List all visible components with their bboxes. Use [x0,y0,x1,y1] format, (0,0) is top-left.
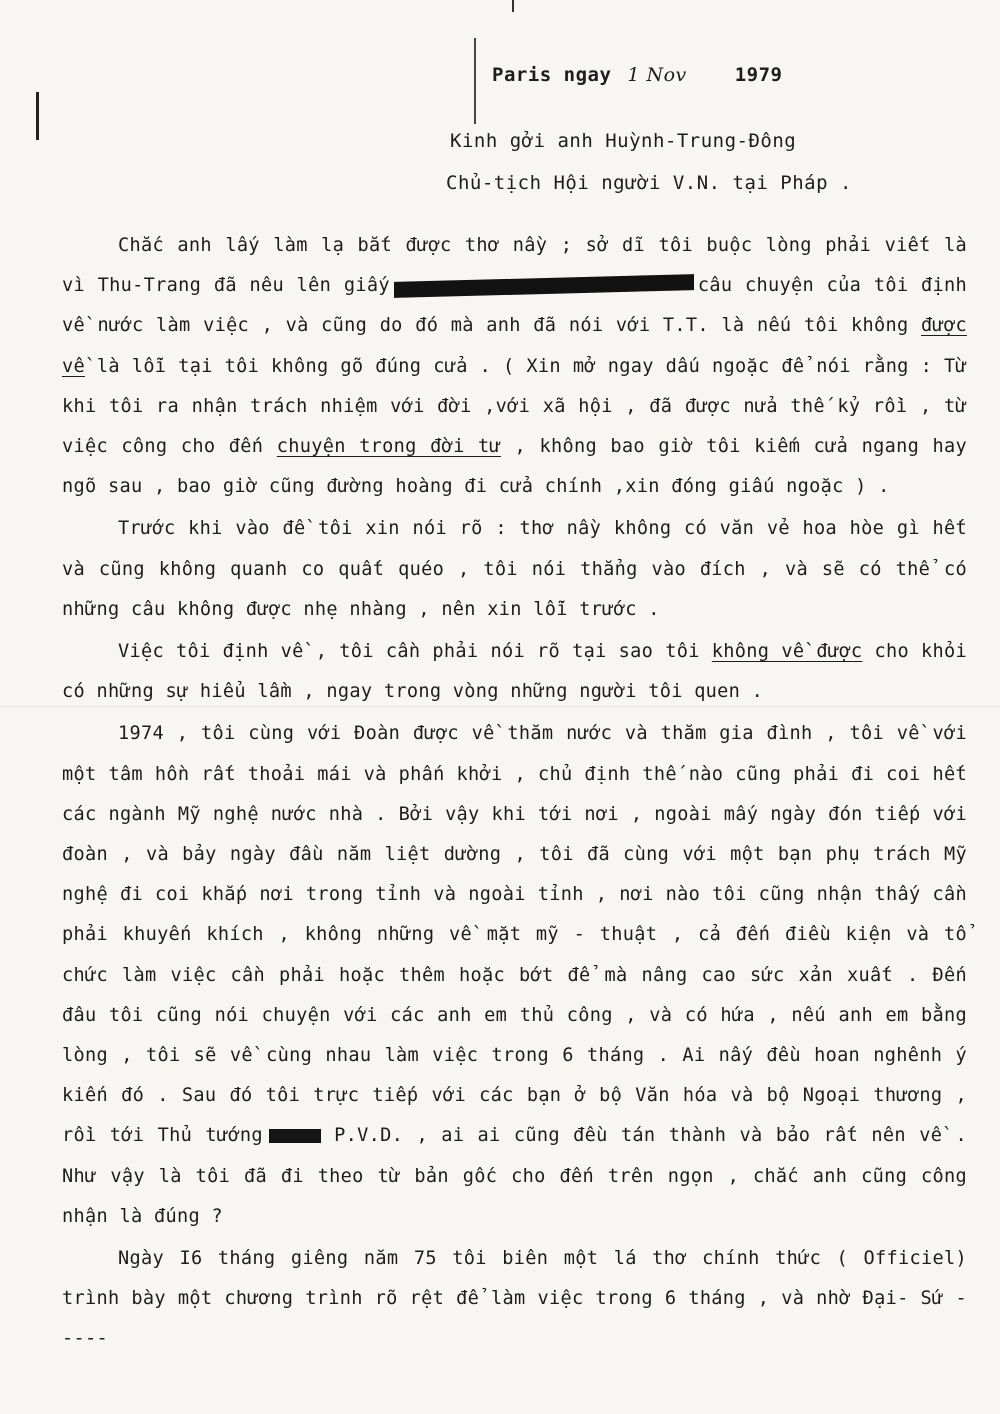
redaction-bar-small [269,1129,321,1143]
header-bracket [474,38,476,124]
date-line [492,64,783,86]
letter-body [62,226,967,1362]
date-prefix: Paris ngay [492,64,612,86]
paragraph-1 [62,226,967,507]
paragraph-3-text-a: Việc tôi định về , tôi cần phải nói rõ tại sao tôi [118,641,712,663]
redaction-bar [394,274,694,298]
paragraph-4-text-a: 1974 , tôi cùng với Đoàn được về thăm nước và thăm gia đình , tôi về với một tâm hồn rất thoải mái và phấn khởi , chủ định thế nào cũng phải đi coi hết các ngành Mỹ nghệ nước nhà . Bởi vậy khi tới nơi , ngoài mấy ngày đón tiếp với đoàn , và bảy ngày đầu năm liệt dường , tôi đã cùng với một bạn phụ trách Mỹ nghệ đi coi khắp nơi trong tỉnh và ngoài tỉnh , nơi nào tôi cũng nhận thấy cần phải khuyến khích , không những về mặt mỹ - thuật , cả đến điều kiện và tổ chức làm việc cần phải hoặc thêm hoặc bớt để mà nâng cao sức xản xuất . Đến đâu tôi cũng nói chuyện với các anh em thủ công , và có hứa , nếu anh em bằng lòng , tôi sẽ về cùng nhau làm việc trong 6 tháng . Ai nấy đều hoan nghênh ý kiến đó . Sau đó tôi trực tiếp với các bạn ở bộ Văn hóa và bộ Ngoại thương , rồi tới Thủ tướng [62,723,967,1147]
underlined-phrase: không về được [711,641,863,663]
underlined-phrase: chuyện trong đời tư [276,436,502,458]
paragraph-4 [62,714,967,1237]
paragraph-3 [62,632,967,712]
handwritten-date: 1 Nov [627,64,687,86]
paragraph-1-text-d: , không bao giờ tôi kiếm cửa ngang hay ngõ sau , bao giờ cũng đường hoàng đi cửa chính ,xin đóng giấu ngoặc ) . [62,436,968,498]
paragraph-5: Ngày I6 tháng giêng năm 75 tôi biên một lá thơ chính thức ( Officiel) trình bày một chương trình rõ rệt để làm việc trong 6 tháng , và nhờ Đại- Sứ ----- [62,1248,967,1350]
date-year: 1979 [734,64,783,86]
paragraph-3-text-b: cho khỏi có những sự hiểu lầm , ngay trong vòng những người tôi quen . [62,641,967,703]
paragraph-2: Trước khi vào đề tôi xin nói rõ : thơ nầy không có văn vẻ hoa hòe gì hết và cũng không quanh co quất quéo , tôi nói thẳng vào đích , và sẽ có thể có những câu không được nhẹ nhàng , nên xin lỗi trước . [62,518,967,620]
recipient-title: Chủ-tịch Hội người V.N. tại Pháp . [446,172,852,194]
paragraph-4-text-b: P.V.D. , ai ai cũng đều tán thành và bảo rất nên về . Như vậy là tôi đã đi theo từ bản gốc cho đến trên ngọn , chắc anh cũng công nhận là đúng ? [62,1125,967,1227]
paragraph-1-text-b: câu chuyện của tôi định về nước làm việc , và cũng do đó mà anh đã nói với T.T. là nếu tôi không [62,275,968,337]
underlined-phrase: được về [62,315,967,377]
salutation: Kinh gởi anh Huỳnh-Trung-Đông [450,130,797,152]
margin-mark [36,92,39,140]
paragraph-1-text-c: là lỗi tại tôi không gõ đúng cửa . ( Xin mở ngay dấu ngoặc để nói rằng : Từ khi tôi ra nhận trách nhiệm với đời ,với xã hội , đã được nửa thế kỷ rồi , từ việc công cho đến [62,355,967,458]
scan-mark [512,0,514,12]
paragraph-1-text-a: Chắc anh lấy làm lạ bắt được thơ nầy ; sở dĩ tôi buộc lòng phải viết là vì Thu-Trang đã nêu lên giấy [62,235,967,297]
